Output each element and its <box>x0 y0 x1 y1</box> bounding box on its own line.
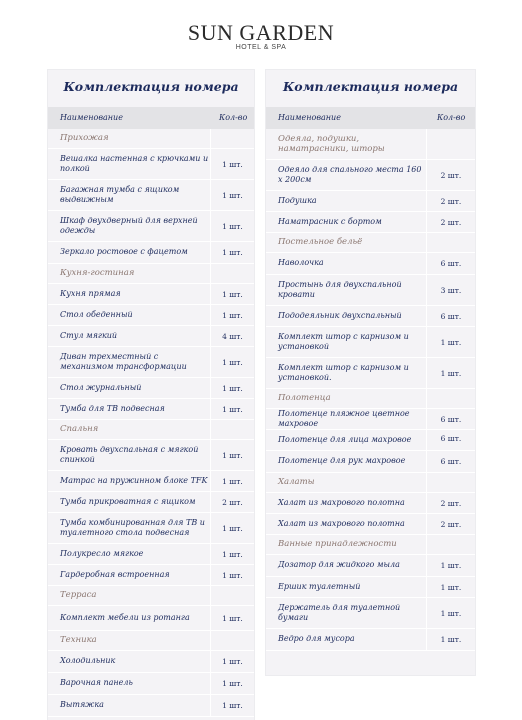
item-quantity: 1 шт. <box>210 211 254 241</box>
item-quantity: 1 шт. <box>210 180 254 210</box>
table-row <box>48 440 254 471</box>
item-quantity: 1 шт. <box>426 358 475 388</box>
item-quantity: 3 шт. <box>426 275 475 305</box>
table-row <box>266 577 475 598</box>
room-equipment-card-right <box>266 70 475 675</box>
item-quantity <box>426 389 475 408</box>
table-row <box>266 212 475 233</box>
item-quantity: 1 шт. <box>210 378 254 398</box>
section-heading: Постельное бельё <box>278 237 363 248</box>
item-name: Тумба комбинированная для ТВ и туалетного стола подвесная <box>60 517 205 537</box>
table-row <box>48 347 254 378</box>
item-quantity: 1 шт. <box>210 149 254 179</box>
section-heading: Терраса <box>60 590 97 601</box>
column-header-name: Наименование <box>60 113 123 122</box>
table-row <box>266 430 475 451</box>
item-name: Тумба прикроватная с ящиком <box>60 496 196 506</box>
item-name: Полотенце для рук махровое <box>278 456 406 466</box>
item-quantity: 6 шт. <box>426 306 475 326</box>
item-name: Варочная панель <box>60 678 133 688</box>
logo-text: SUN GARDEN <box>187 20 335 45</box>
header <box>0 0 522 62</box>
item-name: Комплект мебели из ротанга <box>60 612 190 622</box>
table-row <box>48 651 254 673</box>
item-name: Простынь для двухспальной кровати <box>278 279 402 299</box>
table-row <box>266 191 475 212</box>
table-row <box>48 695 254 717</box>
section-heading-row <box>48 586 254 606</box>
table-row <box>48 378 254 399</box>
item-quantity: 4 шт. <box>210 326 254 346</box>
section-heading-row <box>48 631 254 651</box>
item-quantity <box>426 129 475 159</box>
item-quantity <box>210 586 254 605</box>
item-name: Наматрасник с бортом <box>278 216 382 226</box>
item-quantity <box>210 129 254 148</box>
item-quantity: 2 шт. <box>426 514 475 534</box>
item-name: Матрас на пружинном блоке TFK <box>60 475 208 485</box>
item-name: Вешалка настенная с крючками и полкой <box>60 153 209 173</box>
item-quantity: 1 шт. <box>210 305 254 325</box>
item-quantity: 1 шт. <box>210 471 254 491</box>
item-name: Полукресло мягкое <box>60 548 144 558</box>
table-row <box>48 399 254 420</box>
section-heading-row <box>266 129 475 160</box>
table-row <box>48 305 254 326</box>
item-quantity: 1 шт. <box>210 673 254 694</box>
section-heading-row <box>266 535 475 555</box>
section-heading-row <box>48 420 254 440</box>
card-title: Комплектация номера <box>282 79 459 94</box>
item-quantity: 1 шт. <box>426 629 475 650</box>
section-heading-row <box>266 389 475 409</box>
item-quantity: 2 шт. <box>210 492 254 512</box>
item-quantity: 2 шт. <box>426 212 475 232</box>
section-heading-row <box>48 129 254 149</box>
item-name: Халат из махрового полотна <box>278 497 405 507</box>
table-row <box>48 565 254 586</box>
item-name: Комплект штор с карнизом и установкой. <box>278 362 409 382</box>
table-row <box>48 211 254 242</box>
table-row <box>266 253 475 275</box>
item-quantity <box>426 430 475 450</box>
item-name: Полотенце для лица махровое <box>278 434 412 444</box>
item-quantity <box>210 264 254 283</box>
item-quantity: 2 шт. <box>426 191 475 211</box>
item-name: Комплект штор с карнизом и установкой <box>278 331 409 351</box>
item-quantity: 1 шт. <box>210 399 254 419</box>
item-name: Гардеробная встроенная <box>60 569 170 579</box>
table-row <box>48 149 254 180</box>
item-name: Тумба для ТВ подвесная <box>60 403 165 413</box>
table-row <box>266 358 475 389</box>
item-name: Одеяло для спального места 160 х 200см <box>278 164 422 184</box>
item-quantity: 1 шт. <box>210 606 254 630</box>
column-header-qty: Кол-во <box>219 113 248 122</box>
table-row <box>266 555 475 577</box>
table-row <box>48 284 254 305</box>
item-name: Стул мягкий <box>60 330 118 340</box>
table-row <box>48 180 254 211</box>
item-quantity: 1 шт. <box>210 565 254 585</box>
item-quantity: 1 шт. <box>426 577 475 597</box>
item-name: Наволочка <box>278 258 324 268</box>
item-quantity: 1 шт. <box>210 513 254 543</box>
column-header-row <box>48 107 254 129</box>
item-quantity: 6 шт. <box>426 253 475 274</box>
table-row <box>266 514 475 535</box>
section-heading: Полотенца <box>278 393 331 404</box>
item-quantity: 1 шт. <box>210 347 254 377</box>
section-heading-row <box>48 264 254 284</box>
table-row <box>48 513 254 544</box>
room-equipment-card-left <box>48 70 254 720</box>
section-heading: Одеяла, подушки, наматрасники, шторы <box>278 133 385 154</box>
item-quantity-value: 6 шт. <box>440 415 462 424</box>
item-name: Держатель для туалетной бумаги <box>278 602 401 622</box>
item-name: Ведро для мусора <box>278 634 355 644</box>
item-quantity <box>426 409 475 443</box>
table-row <box>48 471 254 492</box>
item-name: Полотенце пляжное цветное махровое <box>278 408 410 428</box>
item-quantity: 6 шт. <box>426 451 475 472</box>
logo-subtitle: HOTEL & SPA <box>235 44 287 51</box>
section-heading: Техника <box>60 635 97 646</box>
item-name: Дозатор для жидкого мыла <box>278 560 400 570</box>
item-quantity <box>210 420 254 439</box>
item-name: Холодильник <box>60 656 116 666</box>
column-header-qty: Кол-во <box>437 113 466 122</box>
item-quantity: 1 шт. <box>426 327 475 357</box>
table-row <box>266 629 475 651</box>
section-heading: Спальня <box>60 424 99 435</box>
table-row <box>48 326 254 347</box>
item-quantity <box>426 473 475 492</box>
item-name: Пододеяльник двухспальный <box>278 310 402 320</box>
table-row <box>48 492 254 513</box>
section-heading: Кухня-гостиная <box>60 268 135 279</box>
section-heading-row <box>266 233 475 253</box>
table-row <box>48 606 254 631</box>
table-row <box>266 160 475 191</box>
table-row <box>266 275 475 306</box>
item-name: Вытяжка <box>60 700 104 710</box>
section-heading-row <box>266 473 475 493</box>
card-title: Комплектация номера <box>63 79 239 94</box>
table-row <box>48 242 254 264</box>
table-row <box>48 673 254 695</box>
item-quantity: 1 шт. <box>210 695 254 716</box>
section-heading: Прихожая <box>60 133 109 144</box>
table-row <box>266 451 475 473</box>
item-quantity: 2 шт. <box>426 493 475 513</box>
item-quantity: 2 шт. <box>426 160 475 190</box>
table-row <box>48 544 254 565</box>
item-name: Багажная тумба с ящиком выдвижным <box>60 184 180 204</box>
item-quantity: 1 шт. <box>210 544 254 564</box>
item-quantity: 1 шт. <box>210 242 254 263</box>
column-header-row <box>266 107 475 129</box>
table-row <box>266 306 475 327</box>
table-row <box>266 598 475 629</box>
item-quantity: 1 шт. <box>210 284 254 304</box>
item-quantity: 1 шт. <box>210 651 254 672</box>
item-quantity: 1 шт. <box>426 598 475 628</box>
item-quantity <box>426 535 475 554</box>
section-heading: Халаты <box>278 477 315 488</box>
item-name: Кухня прямая <box>60 288 121 298</box>
item-quantity: 1 шт. <box>426 555 475 576</box>
item-quantity <box>210 631 254 650</box>
column-header-name: Наименование <box>278 113 341 122</box>
item-name: Шкаф двухдверный для верхней одежды <box>60 215 198 235</box>
item-quantity <box>426 233 475 252</box>
item-name: Ершик туалетный <box>278 581 361 591</box>
item-quantity: 1 шт. <box>210 440 254 470</box>
item-quantity-value: 6 шт. <box>440 434 462 443</box>
item-name: Халат из махрового полотна <box>278 518 405 528</box>
item-name: Кровать двухспальная с мягкой спинкой <box>60 444 199 464</box>
item-name: Стол обеденный <box>60 309 133 319</box>
table-row <box>266 327 475 358</box>
item-name: Подушка <box>278 195 317 205</box>
item-name: Стол журнальный <box>60 382 142 392</box>
section-heading: Ванные принадлежности <box>278 539 397 550</box>
item-name: Зеркало ростовое с фацетом <box>60 247 188 257</box>
table-row <box>266 493 475 514</box>
item-name: Диван трехместный с механизмом трансформации <box>60 351 187 371</box>
